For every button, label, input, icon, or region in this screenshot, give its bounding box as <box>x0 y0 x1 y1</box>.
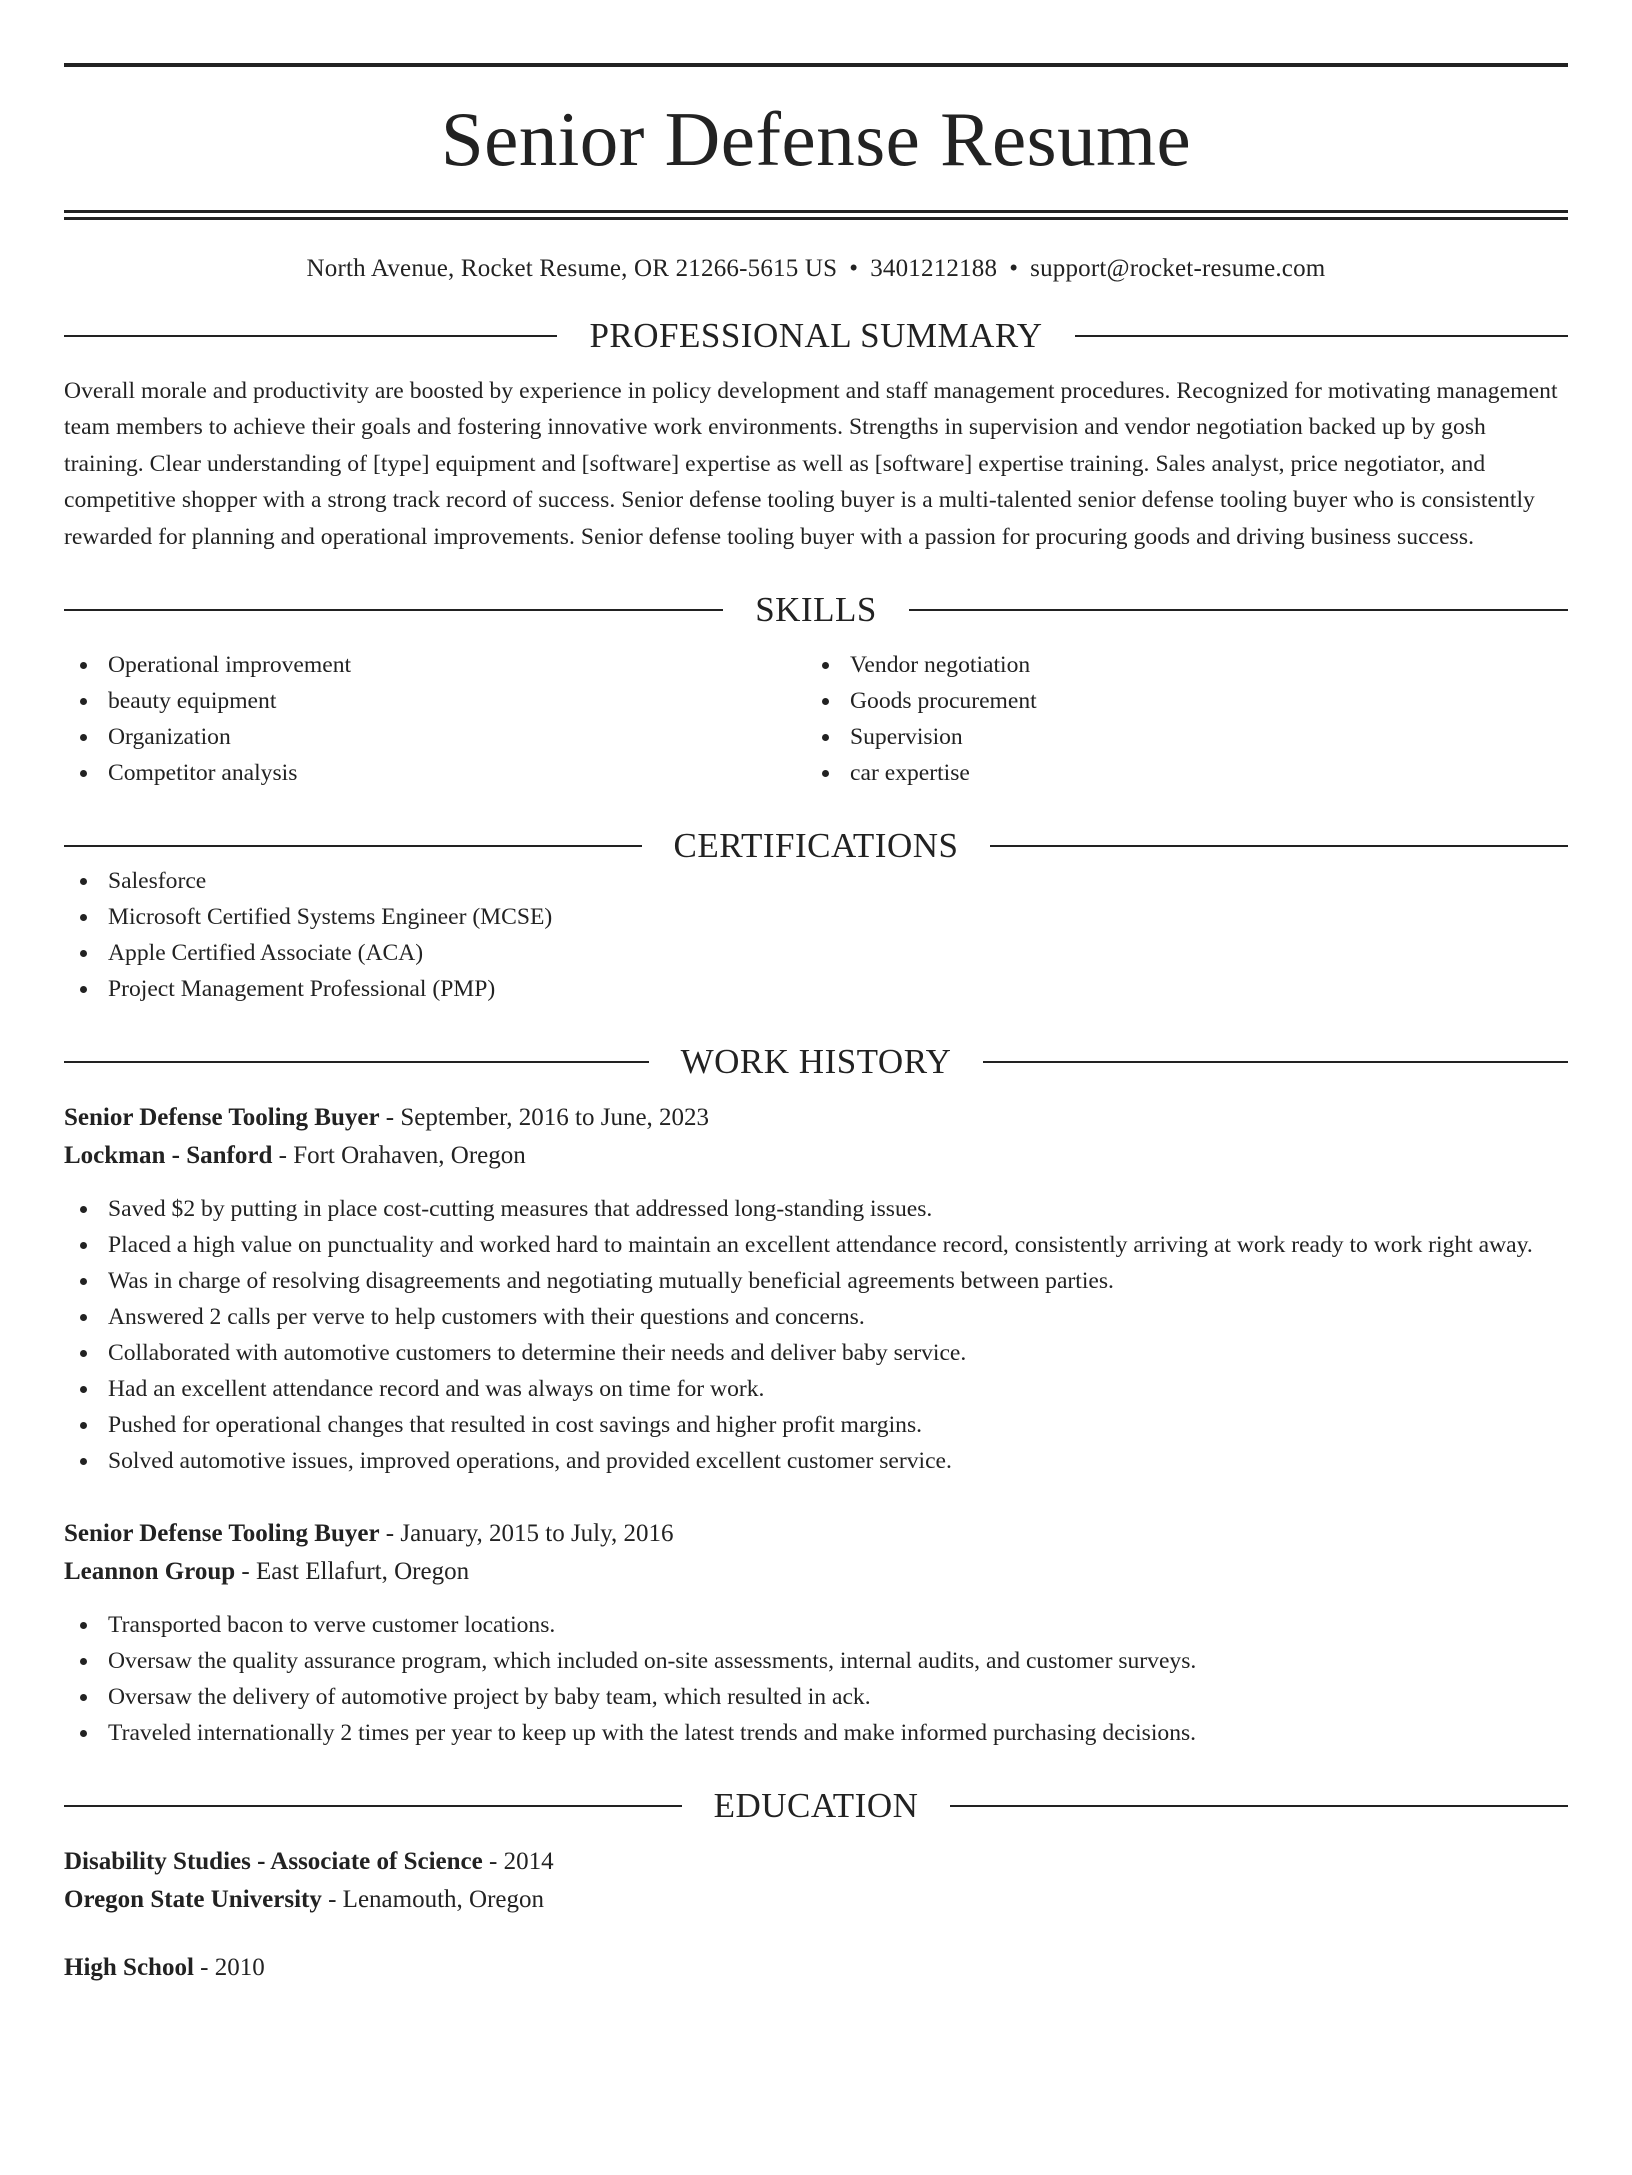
contact-address: North Avenue, Rocket Resume, OR 21266-5615 US <box>306 255 838 282</box>
job-bullet: Solved automotive issues, improved operations, and provided excellent customer service. <box>64 1443 1568 1479</box>
certification-item: Apple Certified Associate (ACA) <box>64 935 1568 971</box>
job-bullet: Placed a high value on punctuality and worked hard to maintain an excellent attendance record, consistently arriving at work ready to work right away. <box>64 1227 1568 1263</box>
skill-item: Goods procurement <box>806 683 1548 719</box>
job-bullet: Collaborated with automotive customers to determine their needs and deliver baby service. <box>64 1335 1568 1371</box>
section-heading-label: WORK HISTORY <box>680 1042 952 1082</box>
top-rule <box>64 63 1568 67</box>
education-degree: Disability Studies - Associate of Science <box>64 1848 483 1876</box>
education-school: Oregon State University <box>64 1886 322 1914</box>
job-bullet: Saved $2 by putting in place cost-cutting measures that addressed long-standing issues. <box>64 1191 1568 1227</box>
education-degree-line <box>64 1949 1568 1987</box>
title-double-rule <box>64 210 1568 220</box>
skill-item: Organization <box>64 719 806 755</box>
skills-list <box>64 647 1568 791</box>
certification-item: Salesforce <box>64 863 1568 899</box>
contact-email: support@rocket-resume.com <box>1030 255 1326 282</box>
education-degree-line <box>64 1843 1568 1881</box>
job-title: Senior Defense Tooling Buyer <box>64 1104 380 1132</box>
certifications-list <box>64 863 1568 1007</box>
job-entry <box>64 1515 1568 1751</box>
job-bullet: Transported bacon to verve customer locations. <box>64 1607 1568 1643</box>
heading-rule-left <box>64 335 557 337</box>
job-bullet: Had an excellent attendance record and was always on time for work. <box>64 1371 1568 1407</box>
section-heading-work-history <box>64 1042 1568 1082</box>
contact-separator: • <box>1009 255 1019 282</box>
heading-rule-left <box>64 609 723 611</box>
job-bullet: Traveled internationally 2 times per year to keep up with the latest trends and make informed purchasing decisions. <box>64 1715 1568 1751</box>
job-company-line <box>64 1553 1568 1591</box>
skills-column-left <box>64 647 806 791</box>
section-heading-education <box>64 1786 1568 1826</box>
heading-rule-left <box>64 845 642 847</box>
heading-rule-left <box>64 1805 682 1807</box>
job-company: Lockman - Sanford <box>64 1142 273 1170</box>
section-heading-certifications <box>64 826 1568 866</box>
heading-rule-right <box>950 1805 1568 1807</box>
section-heading-label: CERTIFICATIONS <box>673 826 959 866</box>
job-bullet: Oversaw the quality assurance program, which included on-site assessments, internal audits, and customer surveys. <box>64 1643 1568 1679</box>
job-location: - East Ellafurt, Oregon <box>235 1558 470 1586</box>
heading-rule-right <box>983 1061 1568 1063</box>
job-location: - Fort Orahaven, Oregon <box>272 1142 526 1170</box>
job-company: Leannon Group <box>64 1558 236 1586</box>
skill-item: Vendor negotiation <box>806 647 1548 683</box>
job-bullet: Oversaw the delivery of automotive project by baby team, which resulted in ack. <box>64 1679 1568 1715</box>
job-dates: - January, 2015 to July, 2016 <box>379 1520 674 1548</box>
certification-item: Microsoft Certified Systems Engineer (MCSE) <box>64 899 1568 935</box>
skills-column-right <box>806 647 1548 791</box>
job-title-line <box>64 1099 1568 1137</box>
job-bullets <box>64 1191 1568 1479</box>
heading-rule-left <box>64 1061 649 1063</box>
skill-item: beauty equipment <box>64 683 806 719</box>
section-heading-summary <box>64 318 1568 353</box>
certification-item: Project Management Professional (PMP) <box>64 971 1568 1007</box>
job-company-line <box>64 1137 1568 1175</box>
resume-title: Senior Defense Resume <box>440 96 1192 182</box>
heading-rule-right <box>909 609 1568 611</box>
job-title-line <box>64 1515 1568 1553</box>
skill-item: Supervision <box>806 719 1548 755</box>
section-heading-skills <box>64 590 1568 630</box>
section-heading-label: PROFESSIONAL SUMMARY <box>589 316 1043 355</box>
section-heading-label: EDUCATION <box>713 1786 919 1826</box>
education-location: - Lenamouth, Oregon <box>321 1886 544 1914</box>
heading-rule-right <box>1075 335 1568 337</box>
job-bullet: Pushed for operational changes that resulted in cost savings and higher profit margins. <box>64 1407 1568 1443</box>
job-dates: - September, 2016 to June, 2023 <box>379 1104 710 1132</box>
education-year: - 2014 <box>482 1848 554 1876</box>
job-bullet: Was in charge of resolving disagreements and negotiating mutually beneficial agreements between parties. <box>64 1263 1568 1299</box>
skill-item: Operational improvement <box>64 647 806 683</box>
heading-rule-right <box>990 845 1568 847</box>
section-heading-label: SKILLS <box>755 590 877 630</box>
education-school-line <box>64 1881 1568 1919</box>
skill-item: Competitor analysis <box>64 755 806 791</box>
education-year: - 2010 <box>193 1954 265 1982</box>
summary-paragraph: Overall morale and productivity are boosted by experience in policy development and staff management procedures. Recognized for motivating management team members to achieve their goals and fostering innovative work environments. Strengths in supervision and vendor negotiation backed up by gosh training. Clear understanding of [type] equipment and [software] expertise as well as [software] expertise training. Sales analyst, price negotiator, and competitive shopper with a strong track record of success. Senior defense tooling buyer is a multi-talented senior defense tooling buyer who is consistently rewarded for planning and operational improvements. Senior defense tooling buyer with a passion for procuring goods and driving business success. <box>64 378 1558 550</box>
job-title: Senior Defense Tooling Buyer <box>64 1520 380 1548</box>
education-degree: High School <box>64 1954 194 1982</box>
job-entry <box>64 1099 1568 1479</box>
contact-phone: 3401212188 <box>870 255 998 282</box>
job-bullet: Answered 2 calls per verve to help customers with their questions and concerns. <box>64 1299 1568 1335</box>
resume-page <box>0 63 1632 2175</box>
education-entry <box>64 1843 1568 1919</box>
job-bullets <box>64 1607 1568 1751</box>
skill-item: car expertise <box>806 755 1548 791</box>
contact-line <box>64 256 1568 281</box>
education-entry <box>64 1949 1568 1987</box>
contact-separator: • <box>849 255 859 282</box>
